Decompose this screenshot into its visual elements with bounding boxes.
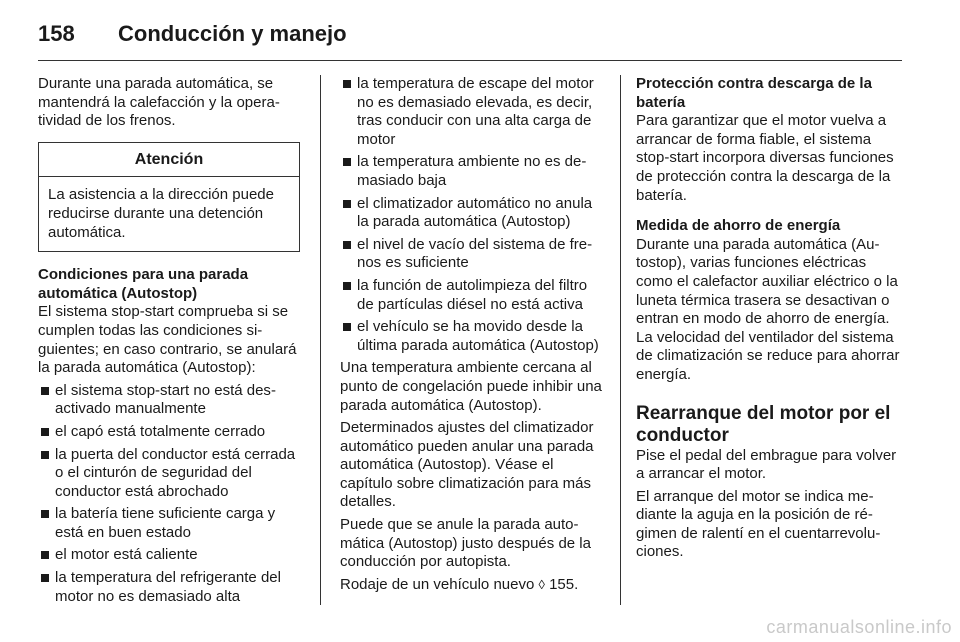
watermark: carmanualsonline.info: [766, 617, 952, 637]
list-item: el climatizador automático no anula la parada automática (Autostop): [340, 195, 604, 232]
header-rule: [38, 60, 902, 61]
intro-paragraph: Durante una parada automática, se mantendrá la calefacción y la operatividad de los frenos.: [38, 75, 280, 130]
column-divider: [620, 75, 621, 605]
attention-title: Atención: [39, 143, 299, 178]
bullet-square-icon: [41, 387, 49, 395]
cross-reference: Rodaje de un vehículo nuevo ◊ 155.: [340, 575, 579, 593]
page-reference-icon: ◊: [538, 576, 545, 592]
paragraph: Puede que se anule la parada automática (Autostop) justo después de la conducción por autopista.: [340, 516, 591, 571]
restart-heading: Rearranque del motor por el conductor: [636, 402, 891, 446]
paragraph: Determinados ajustes del climatizador automático pueden anular una parada automática (Autostop). Véase el capítulo sobre climatización para más detalles.: [340, 419, 594, 511]
list-item: la temperatura ambiente no es demasiado baja: [340, 153, 604, 190]
attention-box: [38, 142, 300, 252]
saving-heading: Medida de ahorro de energía: [636, 217, 841, 235]
battery-heading: Protección contra descarga de la batería: [636, 75, 872, 111]
page-title: Conducción y manejo: [118, 21, 347, 46]
list-item: la temperatura de escape del motor no es demasiado elevada, es decir, tras conducir con una alta carga de motor: [340, 75, 604, 149]
page-number: 158: [38, 21, 75, 46]
paragraph: Una temperatura ambiente cercana al punto de congelación puede inhibir una parada automática (Autostop).: [340, 359, 602, 414]
page-header: [38, 14, 902, 54]
bullet-square-icon: [41, 551, 49, 559]
list-item: la puerta del conductor está cerrada o el cinturón de seguridad del conductor está abrochado: [38, 446, 300, 502]
column-divider: [320, 75, 321, 605]
column-3: [636, 75, 902, 566]
conditions-list: [38, 382, 300, 607]
bullet-square-icon: [343, 200, 351, 208]
paragraph: Pise el pedal del embrague para volver a arrancar el motor.: [636, 446, 897, 483]
bullet-square-icon: [343, 158, 351, 166]
saving-paragraph: Durante una parada automática (Autostop), varias funciones eléctricas como el calefactor auxiliar eléctrico o la luneta térmica trasera se desactivan o entran en modo de ahorro de energía. La velocidad del ventilador del sistema de climatización se reduce para ahorrar energía.: [636, 235, 900, 383]
conditions-heading: Condiciones para una parada automática (Autostop): [38, 266, 249, 302]
list-item: el sistema stop-start no está desactivado manualmente: [38, 382, 300, 419]
bullet-square-icon: [343, 241, 351, 249]
bullet-square-icon: [41, 574, 49, 582]
page-reference-link[interactable]: 155.: [549, 575, 579, 593]
list-item: el motor está caliente: [38, 546, 300, 565]
bullet-square-icon: [343, 80, 351, 88]
attention-text: La asistencia a la dirección puede reducirse durante una detención automática.: [48, 186, 274, 241]
conditions-list-continued: [340, 75, 604, 355]
list-item: la función de autolimpieza del filtro de partículas diésel no está activa: [340, 277, 604, 314]
list-item: el nivel de vacío del sistema de frenos es suficiente: [340, 236, 604, 273]
bullet-square-icon: [41, 451, 49, 459]
bullet-square-icon: [343, 323, 351, 331]
list-item: la batería tiene suficiente carga y está en buen estado: [38, 505, 300, 542]
list-item: el vehículo se ha movido desde la última parada automática (Autostop): [340, 318, 604, 355]
list-item: el capó está totalmente cerrado: [38, 423, 300, 442]
list-item: la temperatura del refrigerante del motor no es demasiado alta: [38, 569, 300, 606]
bullet-square-icon: [343, 282, 351, 290]
battery-paragraph: Para garantizar que el motor vuelva a arrancar de forma fiable, el sistema stop-start incorpora diversas funciones de protección contra la descarga de la batería.: [636, 112, 894, 204]
bullet-square-icon: [41, 428, 49, 436]
bullet-square-icon: [41, 510, 49, 518]
column-2: [340, 75, 604, 598]
paragraph: El arranque del motor se indica mediante la aguja en la posición de régimen de ralentí en el cuentarrevoluciones.: [636, 487, 881, 561]
conditions-paragraph: El sistema stop-start comprueba si se cumplen todas las condiciones siguientes; en caso contrario, se anulará la parada automática (Autostop):: [38, 303, 297, 377]
column-1: [38, 75, 300, 610]
